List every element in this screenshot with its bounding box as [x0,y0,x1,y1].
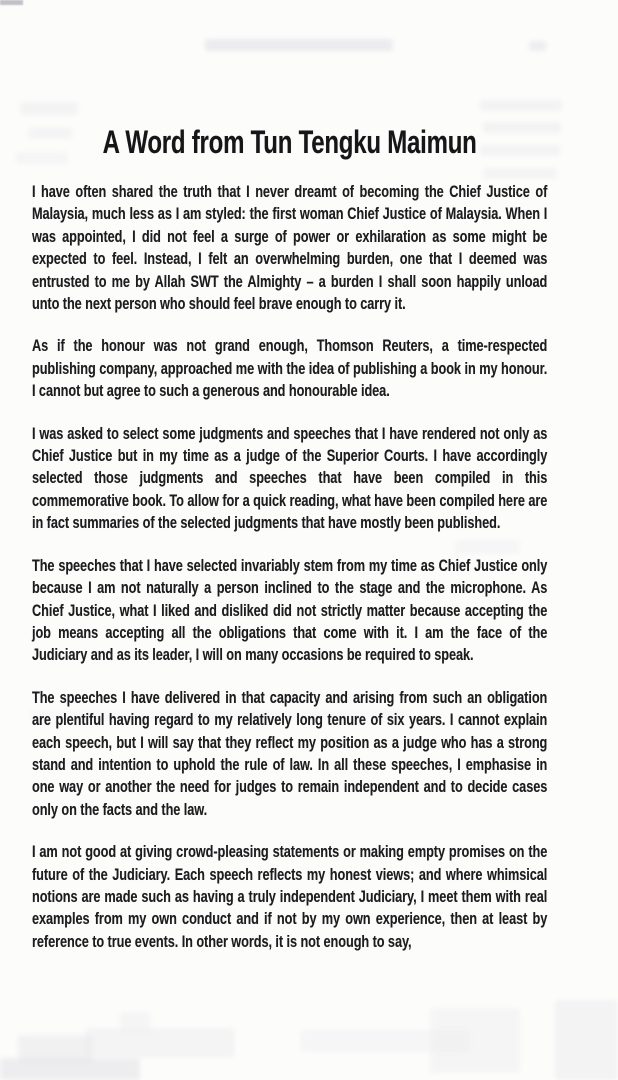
paragraph: I was asked to select some judgments and speeches that I have rendered not only as Chief Justice but in my time as a judge of the Superior Courts. I have accordingly selected those judgments and speeches that have been compiled in this commemorative book. To allow for a quick reading, what have been compiled here are in fact summaries of the selected judgments that have mostly been published. [32,423,548,533]
paragraph: The speeches I have delivered in that capacity and arising from such an obligation are plentiful having regard to my relatively long tenure of six years. I cannot explain each speech, but I will say that they reflect my position as a judge who has a strong stand and intention to uphold the rule of law. In all these speeches, I emphasise in one way or another the need for judges to remain independent and to decide cases only on the facts and the law. [32,687,548,819]
paragraph: The speeches that I have selected invariably stem from my time as Chief Justice only because I am not naturally a person inclined to the stage and the microphone. As Chief Justice, what I liked and disliked did not strictly matter because accepting the job means accepting all the obligations that come with it. I am the face of the Judiciary and as its leader, I will on many occasions be required to speak. [32,555,548,665]
bleedthrough-smudge [430,1008,520,1073]
bleedthrough-smudge [85,1028,235,1058]
paragraph: I am not good at giving crowd-pleasing statements or making empty promises on the future of the Judiciary. Each speech reflects my honest views; and where whimsical notions are made such as having a truly independent Judiciary, I meet them with real examples from my own conduct and if not by my own experience, then at least by reference to true events. In other words, it is not enough to say, [32,842,548,951]
bleedthrough-smudge [120,1012,150,1032]
bleedthrough-page-number [529,41,546,51]
bleedthrough-smudge [483,168,557,179]
bleedthrough-running-head [205,39,393,51]
scan-corner-mark [0,0,23,5]
bleedthrough-smudge [555,1000,618,1080]
bleedthrough-smudge [480,100,562,111]
body-text [32,181,547,973]
chapter-title: A Word from Tun Tengku Maimun [102,124,477,160]
paragraph: I have often shared the truth that I never dreamt of becoming the Chief Justice of Malaysia, much less as I am styled: the first woman Chief Justice of Malaysia. When I was appointed, I did not feel a surge of power or exhilaration as some might be expected to feel. Instead, I felt an overwhelming burden, one that I deemed was entrusted to me by Allah SWT the Almighty – a burden I shall soon happily unload unto the next person who should feel brave enough to carry it. [32,182,548,314]
bleedthrough-smudge [20,102,78,115]
bleedthrough-smudge [18,1035,93,1063]
bleedthrough-smudge [0,1058,140,1080]
bleedthrough-smudge [300,1030,470,1052]
paragraph: As if the honour was not grand enough, Thomson Reuters, a time-respected publishing company, approached me with the idea of publishing a book in my honour. I cannot but agree to such a generous and honourable idea. [32,336,548,401]
